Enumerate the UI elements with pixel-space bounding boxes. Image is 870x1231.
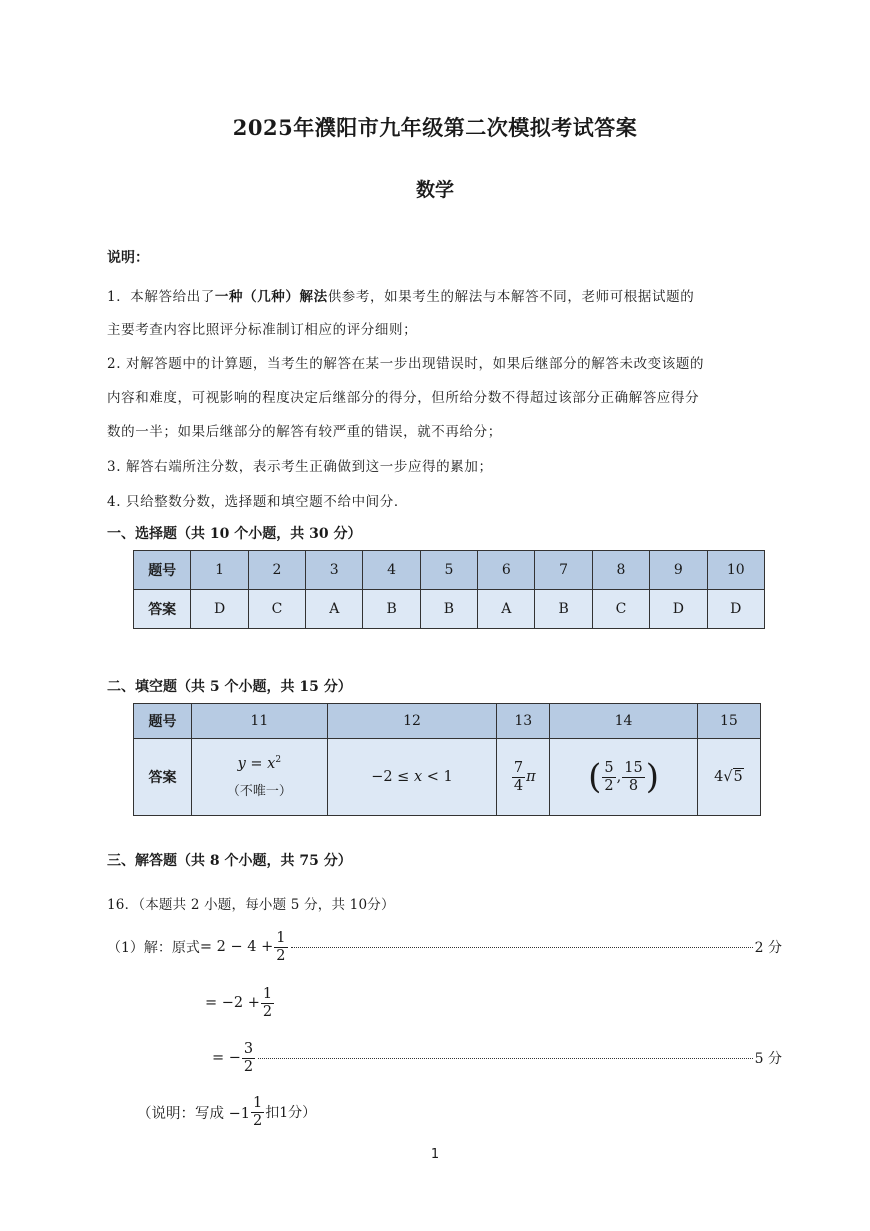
row-label-question-no: 题号 <box>134 551 191 590</box>
answer-cell-12: −2 ≤ x < 1 <box>327 739 497 816</box>
question-no-2: 2 <box>248 551 305 590</box>
q16-step-3: = − $\frac{3}{2}$ 5 分 <box>212 1040 782 1075</box>
question-no-10: 10 <box>707 551 764 590</box>
question-no-5: 5 <box>420 551 477 590</box>
answer-cell-15: 4√5 <box>697 739 760 816</box>
q16-heading: 16．（本题共 2 小题，每小题 5 分，共 10分） <box>107 897 395 913</box>
choice-answer-table <box>133 550 765 629</box>
note-item-1: 1．本解答给出了一种（几种）解法供参考，如果考生的解法与本解答不同，老师可根据试题的 <box>107 289 695 305</box>
page-title: 2025年濮阳市九年级第二次模拟考试答案 <box>232 115 638 140</box>
fill-blank-answer-table <box>133 703 761 816</box>
answer-2: C <box>248 590 305 629</box>
answer-cell-11 <box>192 739 328 816</box>
score-2: 2 分 <box>754 940 782 956</box>
page-number: 1 <box>430 1147 440 1162</box>
question-no-7: 7 <box>535 551 592 590</box>
answer-8: C <box>592 590 649 629</box>
question-no-11: 11 <box>192 704 328 739</box>
question-no-8: 8 <box>592 551 649 590</box>
note-item-1-cont: 主要考查内容比照评分标准制订相应的评分细则； <box>107 322 418 338</box>
question-no-14: 14 <box>550 704 698 739</box>
question-no-9: 9 <box>650 551 707 590</box>
answer-11-note: （不唯一） <box>226 783 292 799</box>
answer-6: A <box>478 590 535 629</box>
note-item-3: 3. 解答右端所注分数，表示考生正确做到这一步应得的累加； <box>107 459 493 475</box>
answer-4: B <box>363 590 420 629</box>
question-no-12: 12 <box>327 704 497 739</box>
row-label-answer: 答案 <box>134 739 192 816</box>
subject-title: 数学 <box>415 179 454 201</box>
score-5: 5 分 <box>754 1051 782 1067</box>
note-item-4: 4. 只给整数分数，选择题和填空题不给中间分． <box>107 494 408 510</box>
question-no-13: 13 <box>497 704 550 739</box>
note-item-2-cont2: 数的一半；如果后继部分的解答有较严重的错误，就不再给分； <box>107 424 502 440</box>
answer-cell-14: ( $\frac{5}{2}$ , $\frac{15}{8}$ ) <box>550 739 698 816</box>
question-no-1: 1 <box>191 551 248 590</box>
question-no-4: 4 <box>363 551 420 590</box>
answer-5: B <box>420 590 477 629</box>
question-no-3: 3 <box>306 551 363 590</box>
notes-heading: 说明： <box>107 250 149 266</box>
section2-heading: 二、填空题（共 5 个小题，共 15 分） <box>107 679 352 695</box>
note-item-2: 2. 对解答题中的计算题，当考生的解答在某一步出现错误时，如果后继部分的解答未改变该题的 <box>107 356 705 372</box>
answer-7: B <box>535 590 592 629</box>
q16-note: （说明：写成 −1 $\frac{1}{2}$ 扣1分） <box>137 1094 317 1129</box>
answer-11-formula: $y = x^2$ <box>237 755 282 772</box>
row-label-answer: 答案 <box>134 590 191 629</box>
answer-9: D <box>650 590 707 629</box>
row-label-question-no: 题号 <box>134 704 192 739</box>
section3-heading: 三、解答题（共 8 个小题，共 75 分） <box>107 853 352 869</box>
leader-dots <box>291 947 753 948</box>
answer-cell-13: $\frac{7}{4}$ π <box>497 739 550 816</box>
note-item-2-cont: 内容和难度，可视影响的程度决定后继部分的得分，但所给分数不得超过该部分正确解答应得分 <box>107 390 700 406</box>
answer-3: A <box>306 590 363 629</box>
question-no-15: 15 <box>697 704 760 739</box>
leader-dots <box>258 1058 752 1059</box>
q16-step-1: （1）解：原式 = 2 − 4 + $\frac{1}{2}$ 2 分 <box>107 929 782 964</box>
section1-heading: 一、选择题（共 10 个小题，共 30 分） <box>107 526 362 542</box>
answer-10: D <box>707 590 764 629</box>
answer-1: D <box>191 590 248 629</box>
q16-step-2: = −2 + $\frac{1}{2}$ <box>205 985 273 1020</box>
question-no-6: 6 <box>478 551 535 590</box>
